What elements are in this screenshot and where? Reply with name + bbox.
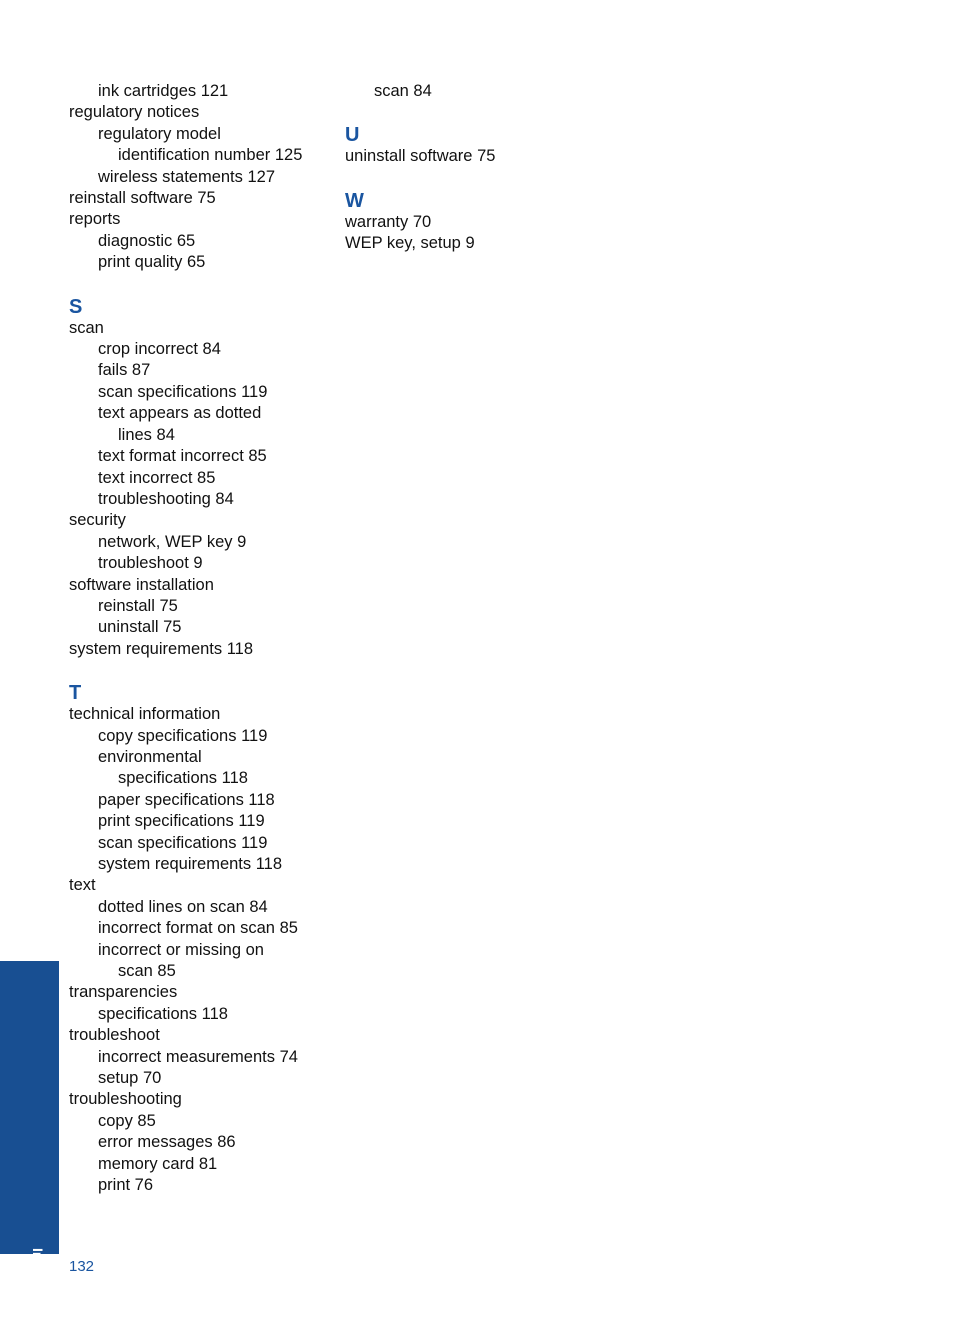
index-subentry: troubleshooting 84 [98, 489, 234, 508]
index-subentry: crop incorrect 84 [98, 340, 221, 359]
index-entry: troubleshoot [69, 1026, 160, 1045]
index-subentry: diagnostic 65 [98, 231, 196, 250]
index-entry: transparencies [69, 983, 178, 1002]
index-subentry: incorrect or missing on [98, 940, 264, 959]
index-letter-heading: W [345, 189, 364, 212]
index-subentry: specifications 118 [98, 1004, 228, 1023]
index-entry: WEP key, setup 9 [345, 234, 475, 253]
index-column-left [69, 81, 339, 1197]
index-subentry: environmental [98, 747, 202, 766]
index-subentry: setup 70 [98, 1069, 162, 1088]
index-subentry: scan specifications 119 [98, 382, 268, 401]
index-subentry: paper specifications 118 [98, 790, 275, 809]
index-subentry: lines 84 [118, 425, 175, 444]
index-letter-heading: S [69, 295, 83, 318]
index-subentry: reinstall 75 [98, 596, 178, 615]
index-subentry: fails 87 [98, 361, 151, 380]
index-section-tab [0, 961, 59, 1285]
index-entry: troubleshooting [69, 1090, 182, 1109]
index-subentry: dotted lines on scan 84 [98, 897, 268, 916]
index-subentry: system requirements 118 [98, 855, 283, 873]
index-entry: software installation [69, 575, 214, 594]
index-subentry: incorrect format on scan 85 [98, 919, 298, 938]
index-subentry: memory card 81 [98, 1154, 218, 1173]
index-subentry: text appears as dotted [98, 404, 262, 423]
index-letter-heading: U [345, 124, 360, 147]
index-subentry: uninstall 75 [98, 618, 182, 637]
index-subentry: network, WEP key 9 [98, 532, 247, 551]
index-subentry: copy specifications 119 [98, 726, 268, 745]
index-subentry: ink cartridges 121 [98, 82, 229, 100]
index-subentry: scan 84 [374, 82, 432, 100]
index-subentry: regulatory model [98, 124, 221, 143]
index-subentry: copy 85 [98, 1111, 156, 1130]
index-subentry: identification number 125 [118, 146, 303, 165]
index-subentry: print quality 65 [98, 253, 206, 272]
index-entry: uninstall software 75 [345, 147, 496, 166]
index-subentry: specifications 118 [118, 769, 248, 788]
index-subentry: error messages 86 [98, 1133, 236, 1152]
index-entry: warranty 70 [345, 212, 432, 231]
index-subentry: scan 85 [118, 962, 176, 981]
index-subentry: print 76 [98, 1176, 154, 1195]
index-entry: scan [69, 318, 104, 337]
index-column-right [345, 81, 645, 255]
index-entry: reinstall software 75 [69, 189, 216, 208]
index-subentry: wireless statements 127 [98, 167, 275, 186]
index-subentry: troubleshoot 9 [98, 554, 203, 573]
index-letter-heading: T [69, 682, 82, 705]
page-number: 132 [69, 1258, 95, 1275]
index-subentry: print specifications 119 [98, 812, 265, 831]
index-entry: security [69, 511, 126, 530]
index-entry: reports [69, 210, 121, 229]
index-entry: technical information [69, 705, 221, 724]
index-entry: regulatory notices [69, 103, 200, 122]
index-entry: system requirements 118 [69, 639, 254, 658]
index-subentry: text incorrect 85 [98, 468, 216, 487]
index-entry: text [69, 876, 96, 895]
index-subentry: text format incorrect 85 [98, 447, 267, 466]
section-tab-label: Index [30, 1248, 46, 1285]
index-subentry: scan specifications 119 [98, 833, 268, 852]
index-subentry: incorrect measurements 74 [98, 1047, 298, 1066]
